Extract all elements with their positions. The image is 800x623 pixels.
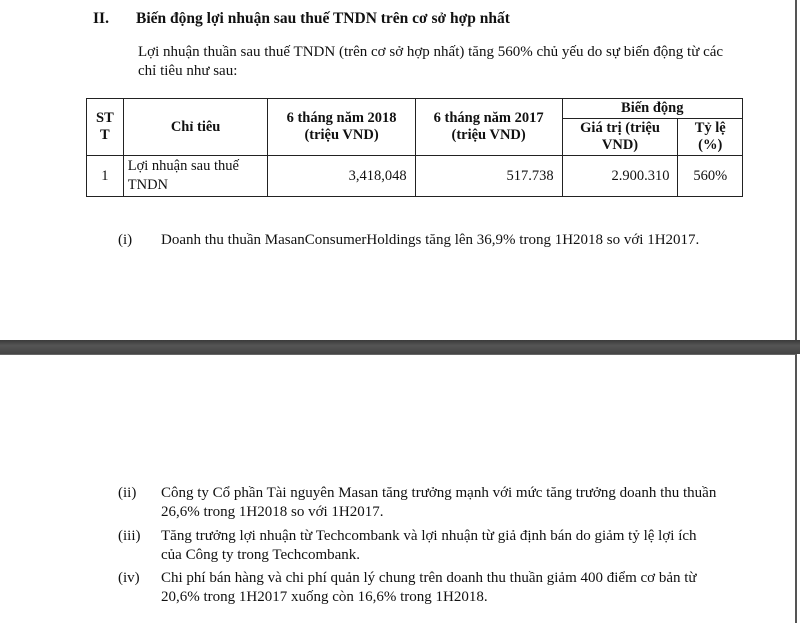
section-intro: Lợi nhuận thuần sau thuế TNDN (trên cơ sở hợp nhất) tăng 560% chủ yếu do sự biến động từ các chỉ tiêu như sau: [138,44,724,79]
cell-stt: 1 [87,156,124,197]
list-item-text: Công ty Cổ phần Tài nguyên Masan tăng trưởng mạnh với mức tăng trưởng doanh thu thuần 26,6% trong 1H2018 so với 1H2017. [161,485,717,520]
header-bien-dong: Biến động [562,99,742,119]
document-page-bottom [0,354,797,623]
header-ty-le: Tỷ lệ (%) [678,119,743,156]
list-item-text: Doanh thu thuần MasanConsumerHoldings tăng lên 36,9% trong 1H2018 so với 1H2017. [161,232,700,248]
cell-gia-tri: 2.900.310 [562,156,678,197]
cell-h1-2017: 517.738 [415,156,562,197]
list-item-text: Tăng trưởng lợi nhuận từ Techcombank và lợi nhuận từ giả định bán do giảm tỷ lệ lợi ích của Công ty trong Techcombank. [161,528,697,563]
cell-ty-le: 560% [678,156,743,197]
list-item-label: (iii) [118,528,141,544]
page-separator [0,340,800,354]
header-stt: ST T [87,99,124,156]
header-chi-tieu: Chỉ tiêu [123,99,268,156]
table-header-row [87,99,743,119]
cell-h1-2018: 3,418,048 [268,156,415,197]
header-h1-2017: 6 tháng năm 2017 (triệu VND) [415,99,562,156]
header-h1-2018: 6 tháng năm 2018 (triệu VND) [268,99,415,156]
section-heading [93,10,510,28]
section-number: II. [93,10,109,27]
table-row [87,156,743,197]
cell-chi-tieu: Lợi nhuận sau thuế TNDN [123,156,268,197]
list-item-label: (iv) [118,570,140,586]
section-title: Biến động lợi nhuận sau thuế TNDN trên cơ sở hợp nhất [136,10,510,27]
profit-table [86,98,743,197]
list-item-label: (ii) [118,485,137,501]
list-item-label: (i) [118,232,133,248]
header-gia-tri: Giá trị (triệu VND) [562,119,678,156]
list-item-text: Chi phí bán hàng và chi phí quản lý chung trên doanh thu thuần giảm 400 điểm cơ bản từ 20,6% trong 1H2017 xuống còn 16,6% trong 1H2018. [161,570,697,605]
